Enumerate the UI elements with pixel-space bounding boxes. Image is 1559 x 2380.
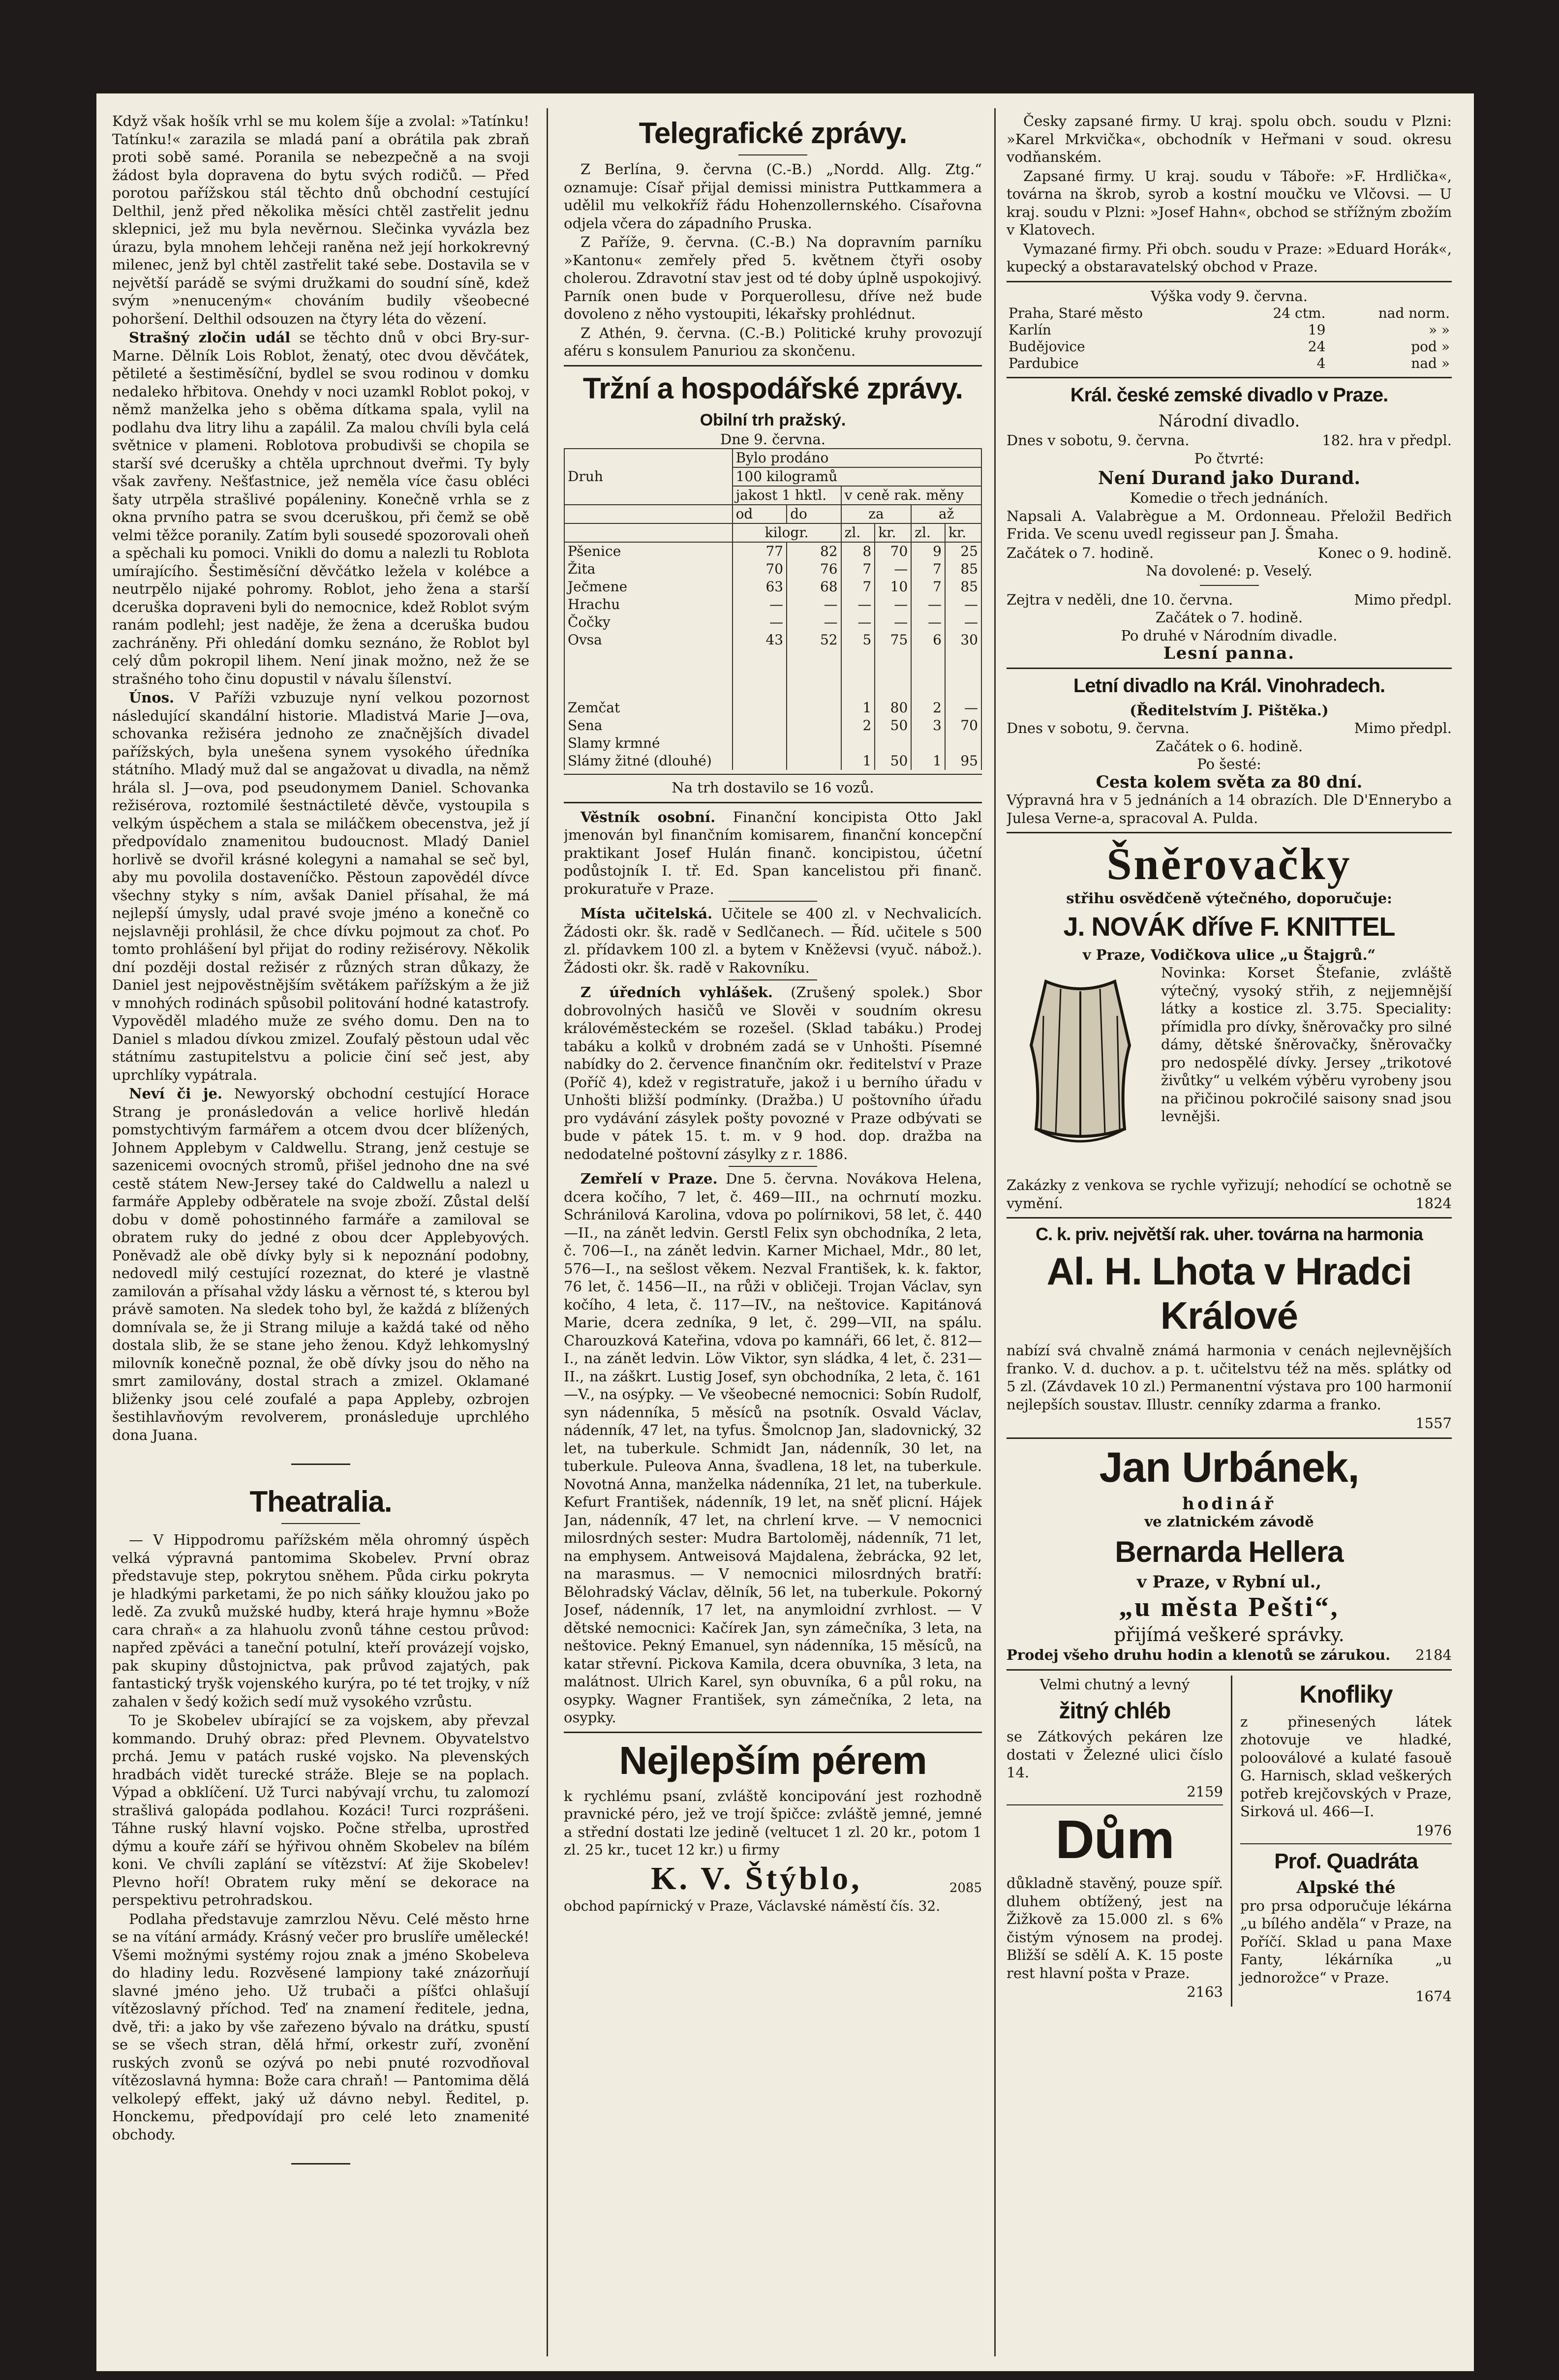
theatre-subscription: Mimo předpl. — [1354, 720, 1452, 736]
separator — [729, 1166, 817, 1167]
ad-corset-sub: střihu osvědčeně výtečného, doporučuje: — [1066, 890, 1392, 907]
grain-col-sold: Bylo prodáno — [733, 449, 981, 467]
ad-house-title: Dům — [1055, 1809, 1174, 1870]
theatre-note: Po druhé v Národním divadle. — [1121, 627, 1338, 644]
separator — [1007, 1669, 1452, 1671]
separator — [1007, 668, 1452, 669]
separator — [564, 1732, 982, 1733]
grain-row-cell: 3 — [911, 717, 945, 734]
article-text — [112, 329, 529, 688]
article-body: Newyorský obchodní cestující Horace Strang je pronásledován a velice horlivě hledán pomstychtivým farmářem a otcem dvou dcer blížených, Johnem Applebym v Caldwellu. Strang, jenž cestuje se sazenicemi ovocných stromů, přišel jednoho dne na své cestě státem New-Jersey také do Caldwellu a nalezl u farmáře Appleby odběratele na svoje zboží. Zůstal delší dobu v domě pohostinného farmáře a zamiloval se obratem ruky do jedné z obou dcer Applebyových. Poněvadž ale obě dívky byly si k nepoznání podobny, nedovedl milý cestující rozeznat, do které je vlastně zamilován a přísahal vždy lásku a věrnost té, s kterou byl právě samoten. Na sledek toho byl, že každá z blížených domnívala se, že ji Strang miluje a každá také od něho dostala slib, že se stane jeho ženou. Když lehkomyslný milovník konečně poznal, že obě dívky jsou do něho na smrt zamilovány, dostal strach a zmizel. Oklamané bliženky jsou celé zoufalé a papa Appleby, ozbrojen šestihlavňovým revolverem, pronásleduje uprchlého dona Juana. — [112, 1085, 529, 1443]
column-2 — [564, 112, 982, 2355]
theatre-title: Král. české zemské divadlo v Praze. — [1070, 384, 1388, 406]
article-head: Strašný zločin udál — [129, 329, 291, 346]
grain-date: Dne 9. června. — [720, 430, 826, 448]
ad-buttons-body: z přinesených látek zhotovuje ve hladké, polooválové a kulaté fasouě G. Harnisch, sklad veškerých potřeb krejčovských v Praze, Sirková ul. 466—I. — [1240, 1713, 1452, 1820]
grain-row-cell — [945, 734, 981, 752]
grain-row-cell: Ječmene — [564, 578, 733, 596]
corset-illustration — [1007, 967, 1154, 1173]
ad-buttons — [1240, 1679, 1452, 1840]
theatre-play: Lesní panna. — [1163, 643, 1295, 663]
grain-row-cell: 7 — [841, 578, 875, 596]
theatre-date: Dnes v sobotu, 9. června. — [1007, 432, 1190, 449]
grain-row-cell: 25 — [945, 542, 981, 560]
grain-col-az: až — [911, 505, 981, 523]
grain-row-cell — [787, 734, 841, 752]
ad-corset-number: 1824 — [1415, 1194, 1452, 1212]
article-head: Z úředních vyhlášek. — [581, 984, 773, 1001]
grain-row-cell — [733, 752, 787, 770]
ads-bottom-left — [1007, 1676, 1223, 2007]
water-row-cell: Budějovice — [1009, 338, 1085, 355]
grain-row-cell: — — [733, 613, 787, 631]
theatre-subscription: 182. hra v předpl. — [1322, 432, 1452, 449]
grain-row-cell: Čočky — [564, 613, 733, 631]
grain-row-cell: 70 — [733, 560, 787, 578]
column-divider — [994, 108, 996, 2356]
grain-row-cell: — — [733, 596, 787, 613]
ad-bread-title: žitný chléb — [1059, 1698, 1171, 1723]
newspaper-page — [96, 93, 1474, 2371]
ad-house-body: důkladně stavěný, pouze spíř. dluhem obtížený, jest na Žižkově za 15.000 zl. s 6% čistým výnosem na prodej. Bližší se sdělí A. K. 15 poste rest hlavní pošta v Praze. — [1007, 1875, 1223, 1982]
grain-row-cell — [787, 752, 841, 770]
grain-row-cell: 30 — [945, 631, 981, 649]
ad-watchmaker-sale: Prodej všeho druhu hodin a klenotů se zárukou. — [1007, 1647, 1391, 1663]
grain-col-do: do — [787, 505, 841, 523]
article-text — [564, 808, 982, 898]
theatre-note: Po šesté: — [1197, 756, 1261, 772]
theatre-date: Dnes v sobotu, 9. června. — [1007, 720, 1190, 736]
grain-row-cell: 85 — [945, 578, 981, 596]
grain-row-cell: — — [875, 613, 911, 631]
grain-row-cell: 75 — [875, 631, 911, 649]
grain-row-cell: Slamy krmné — [564, 734, 733, 752]
grain-row-cell: 7 — [911, 560, 945, 578]
column-3 — [1007, 112, 1452, 2355]
ad-pen-firm: K. V. Štýblo, — [651, 1860, 862, 1896]
separator — [564, 802, 982, 803]
ad-watchmaker-firm: Bernarda Hellera — [1115, 1535, 1344, 1568]
grain-row-cell: Žita — [564, 560, 733, 578]
ad-harmonium-number: 1557 — [1415, 1415, 1452, 1432]
water-row-cell: nad norm. — [1378, 305, 1450, 321]
grain-row-cell: 52 — [787, 631, 841, 649]
notice-registered: Zapsané firmy. U kraj. soudu v Táboře: »F. Hrdlička«, továrna na škrob, syrob a kostní moučku ve Vlčovsi. — U kraj. soudu v Plzni: »Josef Hahn«, obchod se střížným zbožím v Klatovech. — [1007, 167, 1452, 238]
water-row-cell: Karlín — [1009, 322, 1051, 338]
grain-row-cell: 10 — [875, 578, 911, 596]
ad-tea — [1240, 1848, 1452, 2006]
grain-row-cell: 43 — [733, 631, 787, 649]
ad-corset-firm: J. NOVÁK dříve F. KNITTEL — [1063, 912, 1395, 942]
article-body: (Zrušený spolek.) Sbor dobrovolných hasičů ve Slověi v soudním okresu královéměsteckém se rozešel. (Sklad tabáku.) Prodej tabáku a kolků v drobném zadá se v Unhošti. Písemné nabídky do 2. července finančním okr. ředitelství v Praze (Poříč 4), kdež v registratuře, jakož i u berního úřadu v Unhošti bližší podmínky. (Dražba.) U poštovního úřadu pro vydávání zásylek pošty povozné v Praze odbývati se bude v pátek 15. t. m. v 9 hod. dop. dražba na nedodatelné poštovní zásylky z r. 1886. — [564, 984, 982, 1162]
column-divider — [547, 108, 548, 2356]
grain-row-cell: — — [911, 613, 945, 631]
separator — [738, 154, 807, 155]
grain-row-cell — [911, 734, 945, 752]
ad-watchmaker-name: Jan Urbánek, — [1099, 1443, 1359, 1491]
grain-col-od: od — [733, 505, 787, 523]
water-row-cell: 4 — [1316, 355, 1326, 371]
grain-row-cell: 7 — [911, 578, 945, 596]
grain-row-cell: — — [911, 596, 945, 613]
ad-bread-pre: Velmi chutný a levný — [1039, 1676, 1190, 1693]
grain-row-cell: — — [787, 596, 841, 613]
notice-firms: Česky zapsané firmy. U kraj. spolu obch. soudu v Plzni: »Karel Mrkvička«, obchodník v Heřmani v soud. okresu vodňanském. — [1007, 113, 1452, 165]
water-table — [1007, 305, 1452, 372]
article-body: Učitele se 400 zl. v Nechvalicích. Žádosti okr. šk. radě v Sedlčanech. — Říd. učitele s 500 zl. přídavkem 100 zl. a bytem v Kněževsi (vyuč. nábož.). Žádosti okr. šk. radě v Rakovníku. — [564, 905, 982, 976]
theatre-note: Po čtvrté: — [1194, 450, 1264, 467]
column-1 — [112, 112, 529, 2355]
ad-pen-address: obchod papírnický v Praze, Václavské náměstí čís. 32. — [564, 1897, 941, 1914]
ad-house — [1007, 1809, 1223, 2001]
separator — [564, 365, 982, 366]
theatre-start: Začátek o 6. hodině. — [1155, 737, 1303, 755]
grain-row-cell: 9 — [911, 542, 945, 560]
article-body: Dne 5. června. Novákova Helena, dcera kočího, 7 let, č. 469—III., na ochrnutí mozku. Schránilová Karolina, vdova po polírnikovi, 58 let, č. 440—II., na zánět ledvin. Gerstl Felix syn obchodníka, 2 leta, č. 706—I., na zánět ledvin. Karner Michael, Mdr., 80 let, 576—I., na sešlost věkem. Nezval František, k. k. faktor, 76 let, č. 1456—II., na růži v obličeji. Trojan Václav, syn kočího, 4 leta, č. 117—IV., na neštovice. Kapitánová Marie, dcera zedníka, 9 let, č. 299—VII, na spálu. Charouzková Kateřina, vdova po kamnáři, 66 let, č. 812—I., na zánět ledvin. Löw Viktor, syn sládka, 4 let, č. 231—II., na záškrt. Lustig Josef, syn obchodníka, 2 leta, č. 161—V., na osýpky. — Ve všeobecné nemocnici: Sobín Rudolf, syn nádenníka, 5 měsíců na psotník. Osvald Václav, nádenník, 47 let, na tyfus. Šmolcnop Jan, sladovnický, 32 let, na tuberkule. Schmidt Jan, nádenník, 30 let, na tuberkule. Puleova Anna, švadlena, 18 let, na tuberkule. Novotná Anna, manželka nádenníka, 21 let, na tuberkule. Kefurt František, nádenník, 19 let, na sněť plicní. Hájek Jan, nádenník, 47 let, na chrlení krve. — V nemocnici milosrdných sester: Mudra Bartoloměj, nádenník, 71 let, na emphysem. Antweisová Majdalena, žebrácka, 92 let, na marasmus. — V nemocnici milosrdných bratří: Bělohradský Václav, dělník, 56 let, na tuberkule. Pokorný Josef, nádenník, 17 let, na anymloidní zvrhlost. — V dětské nemocnici: Kačírek Jan, syn zámečníka, 3 leta, na neštovice. Pekný Emanuel, syn nádenníka, 15 měsíců, na katar střevní. Pickova Kamila, dcera obuvníka, 3 leta, na malátnost. Ulrich Karel, syn obuvníka, 6 a půl roku, na osypky. Wagner František, syn zámečníka, 2 leta, na osypky. — [564, 1170, 982, 1726]
article-text: Z Athén, 9. června. (C.-B.) Politické kruhy provozují aféru s konsulem Panuriou za skončenu. — [564, 324, 982, 359]
grain-row-cell: Zemčat — [564, 699, 733, 717]
article-text — [564, 905, 982, 976]
grain-row-cell: Ovsa — [564, 631, 733, 649]
ad-corset-address: v Praze, Vodičkova ulice „u Štajgrů.“ — [1082, 946, 1376, 963]
ad-house-number: 2163 — [1187, 1983, 1223, 2000]
theatre-play: Cesta kolem světa za 80 dní. — [1096, 772, 1363, 792]
ad-pen — [564, 1738, 982, 1916]
grain-row-cell: 2 — [911, 699, 945, 717]
ad-corset-body: Novinka: Korset Štefanie, zvláště výtečný, vysoký střih, z nejjemnější látky a kostice zl. 3.75. Speciality: přímidla pro dívky, šněrovačky pro silné dámy, dětské šněrovačky, šněrovačky pro nedospělé dívky. Jersey „trikotové živůtky“ u velkém výběru vyrobeny jsou na přičinou pokročilé saisony snad jsou levnějši. — [1161, 964, 1452, 1125]
article-head: Věstník osobní. — [581, 808, 716, 825]
grain-col-za: za — [841, 505, 912, 523]
separator — [1007, 1437, 1452, 1439]
theatre-authors: Napsali A. Valabrègue a M. Ordonneau. Přeložil Bedřich Frida. Ve scenu uvedl regisseur pan J. Šmaha. — [1007, 507, 1452, 542]
ad-tea-title: Prof. Quadráta — [1274, 1849, 1418, 1873]
water-row — [1007, 338, 1452, 355]
article-head: Únos. — [129, 689, 175, 706]
grain-row — [564, 578, 981, 596]
grain-col-zl: zl. — [911, 523, 945, 542]
grain-col-druh: Druh — [564, 449, 733, 505]
separator — [1007, 1217, 1452, 1219]
grain-row-cell: 50 — [875, 717, 911, 734]
separator — [1007, 281, 1452, 282]
grain-col-kr: kr. — [945, 523, 981, 542]
grain-row — [564, 717, 981, 734]
ad-corset-title: Šněrovačky — [1106, 839, 1352, 889]
ad-harmonium-top: C. k. priv. největší rak. uher. továrna na harmonia — [1036, 1224, 1423, 1244]
grain-col-kr: kr. — [875, 523, 911, 542]
grain-row-cell: Hrachu — [564, 596, 733, 613]
ad-bread — [1007, 1676, 1223, 1801]
article-body: Finanční koncipista Otto Jakl jmenován byl finančním komisarem, finanční koncepční praktikant Josef Hulán finanč. koncipistou, účetní podůstojník I. tř. Ed. Span kancelistou při finanč. prokuratuře v Praze. — [564, 808, 982, 897]
ad-watchmaker-prev: ve zlatnickém závodě — [1144, 1513, 1314, 1530]
article-body: V Paříži vzbuzuje nyní velkou pozornost následující skandální historie. Mladistvá Marie J—ova, schovanka režiséra jednoho ze značnějších divadel pařížských, byla unešena synem vysokého úředníka státního. Mladý muž dal se angažovat u divadla, na němž hrála sl. J—ova, pod pseudonymem Daniel. Schovanka režisérova, roztomilé šestnáctileté děvče, vystoupila s velkým úspěchem a stala se miláčkem obecenstva, jež jí předpovídalo znamenitou budoucnost. Mladý Daniel horlivě se dvořil krásné kolegyni a namahal se seč byl, aby mu povolila dostaveníčko. Pěstoun zapovědél dívce všechny styky s ním, avšak Daniel přísahal, že má nejlepší úmysly, udal pravé svoje jméno a konečně co nejslavněji prohlásil, že chce dívku pojmout za choť. Po tomto prohlášení byl přijat do rodiny režisérovy. Několik dní později dostal režisér z různých stran důkazy, že Daniel jest nejpověstnějším světákem pařížským a že již v mnohých rodinách spůsobil politování hodné katastrofy. Vypověděl mladého muže ze svého domu. Den na to Daniel s mladou dívkou zmizel. Zoufalý pěstoun udal věc státnímu zastupitelstvu a policie činí seč jest, aby uprchlíky vypátrala. — [112, 689, 529, 1083]
grain-row-cell: 76 — [787, 560, 841, 578]
separator — [564, 774, 982, 775]
grain-row-cell: — — [945, 613, 981, 631]
theatre-date: Zejtra v neděli, dne 10. června. — [1007, 591, 1233, 608]
grain-row-cell: 85 — [945, 560, 981, 578]
ad-pen-number: 2085 — [949, 1881, 982, 1895]
separator — [1007, 1804, 1223, 1805]
water-row-cell: 19 — [1308, 322, 1326, 338]
water-row-cell: » » — [1428, 322, 1450, 338]
grain-row — [564, 542, 981, 560]
grain-row-cell — [841, 734, 875, 752]
grain-row — [564, 752, 981, 770]
theatre-end: Konec o 9. hodině. — [1317, 544, 1452, 561]
article-text: Z Paříže, 9. června. (C.-B.) Na dopravním parníku »Kantonu« zemřely před 5. květnem čtyři osoby cholerou. Zdravotní stav jest od té doby úplně uspokojivý. Parník onen bude v Porquerollesu, dříve než bude dovoleno z něho vystoupiti, lékařsky prohlédnut. — [564, 234, 982, 322]
grain-row-cell: 2 — [841, 717, 875, 734]
separator — [291, 1464, 350, 1465]
grain-row-cell: — — [841, 613, 875, 631]
grain-row — [564, 631, 981, 649]
grain-col-zl: zl. — [841, 523, 875, 542]
grain-row-cell: 5 — [841, 631, 875, 649]
grain-col-price: v ceně rak. měny — [841, 486, 981, 505]
ad-buttons-number: 1976 — [1415, 1822, 1452, 1839]
grain-row-cell: — — [841, 596, 875, 613]
water-row-cell: 24 — [1308, 338, 1326, 355]
water-row — [1007, 305, 1452, 322]
ad-watchmaker-number: 2184 — [1415, 1647, 1452, 1663]
grain-row-cell: 7 — [841, 560, 875, 578]
water-row — [1007, 355, 1452, 372]
separator — [729, 979, 817, 980]
theatre-narodni: Národní divadlo. — [1158, 411, 1300, 431]
grain-row-cell: 1 — [841, 699, 875, 717]
ad-watchmaker-address: v Praze, v Rybní ul., — [1136, 1572, 1322, 1592]
grain-col-100kg: 100 kilogramů — [733, 467, 981, 486]
separator — [281, 1523, 360, 1524]
article-head: Místa učitelská. — [581, 905, 713, 922]
theatre-start: Začátek o 7. hodině. — [1007, 544, 1154, 561]
summer-theatre-sub: (Ředitelstvím J. Pištěka.) — [1130, 702, 1329, 719]
theatre-subscription: Mimo předpl. — [1354, 591, 1452, 608]
theatre-genre: Komedie o třech jednáních. — [1130, 489, 1329, 506]
grain-note: Na trh dostavilo se 16 vozů. — [672, 779, 874, 796]
grain-row-cell: 1 — [841, 752, 875, 770]
ad-bread-number: 2159 — [1187, 1783, 1223, 1800]
separator — [1007, 832, 1452, 833]
theatre-start: Začátek o 7. hodině. — [1155, 609, 1303, 626]
water-row-cell: nad » — [1411, 355, 1450, 371]
water-row — [1007, 322, 1452, 338]
grain-row-cell: 70 — [875, 542, 911, 560]
grain-row-cell: 63 — [733, 578, 787, 596]
grain-market-title: Obilní trh pražský. — [700, 410, 846, 429]
article-head: Zemřelí v Praze. — [581, 1170, 718, 1187]
ad-pen-title: Nejlepším pérem — [619, 1738, 927, 1782]
grain-row-cell: Pšenice — [564, 542, 733, 560]
separator — [1240, 1843, 1452, 1844]
grain-row-cell: 1 — [911, 752, 945, 770]
ad-harmonium — [1007, 1223, 1452, 1433]
ad-watchmaker — [1007, 1444, 1452, 1664]
grain-row-cell: 68 — [787, 578, 841, 596]
grain-row-cell — [875, 734, 911, 752]
article-text: Podlaha představuje zamrzlou Něvu. Celé město hrne se na vítání armády. Krásný večer pro bruslíře umělecké! Všemi možnými systémy rojou znak a jméno Skobeleva do hladiny ledu. Rozvěsené lampiony také znázorňují slavné jméno jeho. Už trubači a píšťci ohlašují vítězoslavný příchod. Teď na znamení ředitele, jedna, dvě, tři: a jako by vše zařezeno bývalo na drátku, spustí se se všech stran, dělá hřmí, orkestr zuří, zvonění ruských zvonů se ozývá po nebi pnuté rozvodňoval vítězoslavná hymna: Bože cara chraň! — Pantomima dělá velkolepý effekt, jaký už dávno nebyl. Ředitel, p. Honckemu, předpovídají pro celé leto znamenité obchody. — [112, 1910, 529, 2143]
ad-watchmaker-service: přijímá veškeré správky. — [1114, 1624, 1345, 1646]
separator — [291, 2163, 350, 2165]
grain-col-quality: jakost 1 hktl. — [733, 486, 841, 505]
ad-pen-body: k rychlému psaní, zvláště koncipování jest rozhodně pravnické péro, jež ve trojí špičce: zvláště jemné, jemné a střední dostati lze jedině (veltucet 1 zl. 20 kr., potom 1 zl. 25 kr., tucet 12 kr.) u firmy — [564, 1787, 982, 1858]
ad-corset-footer-text: Zakázky z venkova se rychle vyřizují; nehodící se ochotně se vymění. — [1007, 1177, 1452, 1212]
grain-row-cell: Sena — [564, 717, 733, 734]
article-text — [564, 983, 982, 1163]
article-body: se těchto dnů v obci Bry-sur-Marne. Dělník Lois Roblot, ženatý, otec dvou děvčátek, pětileté a šestiměsíční, bydlel se svou rodinou v domku nedaleko hřbitova. Onehdy v noci uzamkl Roblot pokoj, v němž manželka jeho s oběma dítkama spala, vylil na podlahu dva litry lihu a zapálil. Za malou chvíli byla celá světnice v plameni. Roblotova probudivši se chopila se starší své dcerušky a chtěla uprchnout dveřmi. Ty byly však zavřeny. Nešťastnice, jež neměla více času obléci šaty utrpěla strašlivé popáleniny. Konečně vrhla se z okna prvního patra se svou dceruškou, při čemž se obě velmi těžce poranily. Zatím byli sousedé spozorovali oheň a spěchali ku pomoci. Vnikli do domu a nalezli tu Roblota umírajícího. Šestiměsíční děvčátko ležela v kolébce a neutrpělo nijaké pohromy. Roblot, jeho žena a starší dceruška dopraveni byli do nemocnice, kdež Roblot svým ranám podlehl; jest naděje, že žena a dceruška budou zachráněny. Při ohledání domku seznáno, že Roblot byl celý dům pokropil lihem. Není jinak možno, než že se strašného toho činu dopustil v návalu šílenství. — [112, 329, 529, 687]
grain-row-cell: 80 — [875, 699, 911, 717]
article-head: Neví či je. — [129, 1085, 223, 1102]
separator — [1200, 585, 1259, 586]
grain-row-cell: 50 — [875, 752, 911, 770]
grain-col-kg: kilogr. — [733, 523, 841, 542]
article-text — [112, 1085, 529, 1444]
section-title-theatralia: Theatralia. — [249, 1485, 392, 1518]
grain-row — [564, 734, 981, 752]
ad-tea-number: 1674 — [1415, 1988, 1452, 2005]
grain-row-cell — [787, 717, 841, 734]
ad-bread-body: se Zátkových pekáren lze dostati v Železné ulici číslo 14. — [1007, 1728, 1223, 1781]
notice-removed: Vymazané firmy. Při obch. soudu v Praze: »Eduard Horák«, kupecký a obstaravatelský obchod v Praze. — [1007, 240, 1452, 275]
ad-harmonium-firm: Al. H. Lhota v Hradci Králové — [1046, 1250, 1412, 1337]
grain-row-cell: — — [875, 560, 911, 578]
ads-bottom-right — [1240, 1676, 1452, 2007]
grain-row-cell: 70 — [945, 717, 981, 734]
ad-harmonium-body: nabízí svá chvalně známá harmonia v cenách nejlevnějších franko. V. d. duchov. a p. t. učitelstvu též na měs. splátky od 5 zl. (Závdavek 10 zl.) Permanentní výstava pro 100 harmonií nejlepších soustav. Illustr. cenníky zdarma a franko. — [1007, 1342, 1452, 1413]
water-title: Výška vody 9. června. — [1151, 287, 1308, 305]
summer-theatre-title: Letní divadlo na Král. Vinohradech. — [1073, 674, 1385, 697]
grain-row-cell: — — [945, 596, 981, 613]
ad-watchmaker-sign: „u města Pešti“, — [1119, 1592, 1340, 1622]
column-divider — [1231, 1676, 1232, 2007]
ad-buttons-title: Knofliky — [1299, 1680, 1393, 1708]
ad-tea-body: pro prsa odporučuje lékárna „u bílého anděla“ v Praze, na Poříčí. Sklad u pana Maxe Fanty, lékárníka „u jednorožce“ v Praze. — [1240, 1897, 1452, 1986]
theatre-play: Není Durand jako Durand. — [1098, 468, 1361, 488]
article-text: Když však hošík vrhl se mu kolem šíje a zvolal: »Tatínku! Tatínku!« zarazila se mladá paní a obrátila pak zbraň proti sobě samé. Poranila se nebezpečně a na svoji žádost byla dopravena do bytu svých rodičů. — Před porotou pařížskou stál těchto dnů obchodní cestující Delthil, jenž před několika měsíci chtěl zastřelit jednu sklepnici, jež mu byla nevěrnou. Slečinka vyvázla bez úrazu, byla mnohem lehčeji raněna než její horkokrevný milenec, jenž byl chtěl zastřelit také sebe. Dostavila se v největší parádě se svými družkami do soudní síně, kdež svým »nenuceným« chováním budily všeobecné pohoršení. Delthil odsouzen na čtyry léta do vězení. — [112, 113, 529, 327]
grain-row-cell: — — [945, 699, 981, 717]
grain-row-cell: 95 — [945, 752, 981, 770]
water-row-cell: pod » — [1411, 338, 1450, 355]
ad-tea-sub: Alpské thé — [1296, 1878, 1396, 1897]
grain-row-cell — [733, 699, 787, 717]
grain-row — [564, 699, 981, 717]
section-title-market: Tržní a hospodářské zprávy. — [582, 371, 963, 405]
article-text: To je Skobelev ubírající se za vojskem, aby převzal kommando. Druhý obraz: před Plevnem. Obyvatelstvo prchá. Jemu v patách ruské vojsko. Na plevenských hradbách vidět turecké stráže. Bleje se na poplach. Výpad a obklíčení. Už Turci nabývají vrchu, tu zalomozí strašlivá galopáda podlahou. Kozáci! Turci rozprášeni. Táhne ruský hlavní vojsko. Počne střelba, uprostřed dýmu a kouře září se hýřivou ohněm Skobelev na bílém koni. Ve chvíli zaplání se vítězství: Ať žije Skobelev! Plevno hoří! Obratem ruky mění se dekorace na perspektivu petrohradskou. — [112, 1712, 529, 1908]
article-text: Z Berlína, 9. června (C.-B.) „Nordd. Allg. Ztg.“ oznamuje: Císař přijal demissi ministra Puttkammera a udělil mu velkokříž řádu Hohenzollernského. Císařovna odjela včera do západního Pruska. — [564, 161, 982, 232]
grain-row-cell: Slámy žitné (dlouhé) — [564, 752, 733, 770]
grain-row-cell: 6 — [911, 631, 945, 649]
water-row-cell: 24 ctm. — [1273, 305, 1326, 321]
ad-corset — [1007, 838, 1452, 1212]
grain-row-cell: 8 — [841, 542, 875, 560]
article-text: — V Hippodromu pařížském měla ohromný úspěch velká výpravná pantomima Skobelev. První obraz představuje step, pokrytou sněhem. Půda cirku pokryta je hladkými parketami, že po nich sáňky kloužou jako po ledě. Za zvuků mužské hudby, která hraje hymnu »Bože cara chraň« a za hlahuolu zvonů táhne cestou průvod: napřed zpěváci a taneční potulní, kteří provázejí vojsko, pak skupiny důstojnictva, pak průvod zajatých, pak fantastický tryšk vojenského kurýra, po té tet trojky, v níž zahalen v šedý kožich sedí muž vysokého vzrůstu. — [112, 1531, 529, 1710]
grain-row — [564, 560, 981, 578]
grain-row-cell: — — [875, 596, 911, 613]
ad-watchmaker-role: hodinář — [1182, 1494, 1276, 1514]
separator — [729, 901, 817, 902]
grain-table — [564, 448, 982, 770]
section-title-telegraph: Telegrafické zprávy. — [639, 117, 907, 150]
grain-row-cell — [733, 734, 787, 752]
grain-row-cell — [733, 717, 787, 734]
grain-row-cell: — — [787, 613, 841, 631]
grain-row-cell — [787, 699, 841, 717]
article-text — [564, 1170, 982, 1727]
grain-row-cell: 77 — [733, 542, 787, 560]
ad-corset-footer — [1007, 1176, 1452, 1212]
grain-row-cell: 82 — [787, 542, 841, 560]
separator — [1007, 377, 1452, 378]
ads-bottom-row — [1007, 1676, 1452, 2007]
article-text — [112, 689, 529, 1084]
theatre-vacation: Na dovolené: p. Veselý. — [1146, 562, 1313, 579]
water-row-cell: Pardubice — [1009, 355, 1079, 371]
water-row-cell: Praha, Staré město — [1009, 305, 1143, 321]
grain-row — [564, 596, 981, 613]
theatre-desc: Výpravná hra v 5 jednáních a 14 obrazích. Dle D'Ennerybo a Julesa Verne-a, spracoval A. Pulda. — [1007, 792, 1452, 826]
grain-row — [564, 613, 981, 631]
